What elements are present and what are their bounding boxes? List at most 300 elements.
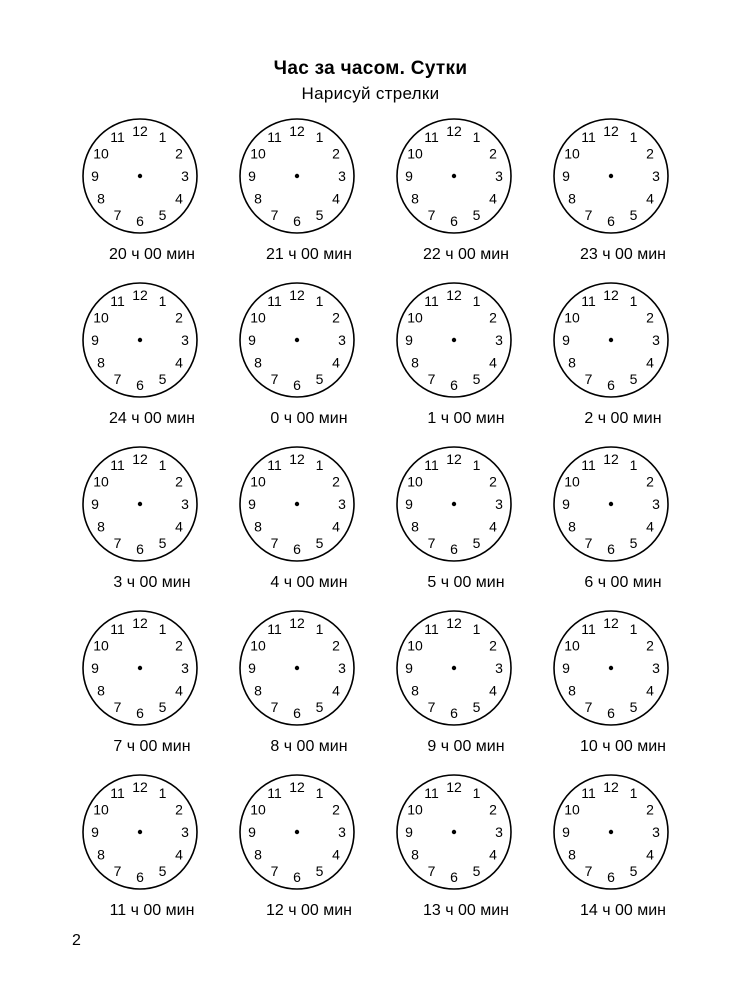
clock-number: 6 bbox=[293, 705, 301, 721]
clock-time-label: 20 ч 00 мин bbox=[108, 246, 196, 263]
clock-number: 2 bbox=[175, 801, 183, 818]
clock-number: 11 bbox=[110, 129, 125, 145]
clock-number: 6 bbox=[136, 541, 144, 557]
clock-number: 8 bbox=[97, 190, 105, 207]
clock-number: 8 bbox=[254, 518, 262, 535]
clock-item bbox=[384, 282, 524, 432]
clock-face-icon[interactable] bbox=[239, 774, 355, 890]
clock-center-dot bbox=[452, 338, 456, 342]
clock-number: 2 bbox=[489, 801, 497, 818]
clock-number: 11 bbox=[267, 457, 282, 473]
clock-number: 7 bbox=[113, 207, 122, 223]
clock-center-dot bbox=[295, 666, 299, 670]
clock-number: 12 bbox=[446, 779, 462, 795]
clock-number: 9 bbox=[91, 824, 99, 840]
clock-number: 6 bbox=[136, 705, 144, 721]
clock-number: 3 bbox=[652, 660, 660, 676]
clock-number: 1 bbox=[472, 785, 481, 801]
clock-number: 8 bbox=[97, 846, 105, 863]
clock-number: 3 bbox=[495, 496, 503, 512]
clock-number: 12 bbox=[132, 123, 148, 139]
clock-center-dot bbox=[609, 502, 613, 506]
clock-number: 10 bbox=[564, 801, 580, 818]
clock-number: 7 bbox=[427, 371, 436, 387]
clock-number: 4 bbox=[646, 354, 654, 371]
clock-number: 1 bbox=[315, 621, 324, 637]
clock-number: 8 bbox=[97, 354, 105, 371]
clock-number: 5 bbox=[472, 207, 481, 223]
clock-number: 8 bbox=[411, 846, 419, 863]
clock-center-dot bbox=[138, 666, 142, 670]
clock-number: 1 bbox=[472, 457, 481, 473]
clock-number: 2 bbox=[646, 801, 654, 818]
clock-number: 2 bbox=[646, 309, 654, 326]
clock-number: 2 bbox=[489, 637, 497, 654]
clock-number: 11 bbox=[267, 293, 282, 309]
clock-number: 5 bbox=[158, 535, 167, 551]
clock-number: 5 bbox=[315, 863, 324, 879]
clock-center-dot bbox=[452, 502, 456, 506]
clock-time-label: 12 ч 00 мин bbox=[265, 902, 353, 919]
clock-number: 10 bbox=[407, 473, 423, 490]
clock-number: 12 bbox=[289, 451, 305, 467]
clock-number: 9 bbox=[562, 660, 570, 676]
clock-number: 1 bbox=[158, 129, 167, 145]
clock-number: 3 bbox=[181, 496, 189, 512]
instruction-text: Нарисуй стрелки bbox=[301, 84, 440, 103]
clock-number: 7 bbox=[270, 863, 279, 879]
clock-number: 1 bbox=[472, 621, 481, 637]
clock-number: 7 bbox=[584, 207, 593, 223]
clock-face-icon[interactable] bbox=[553, 446, 669, 562]
clock-number: 5 bbox=[472, 863, 481, 879]
clock-center-dot bbox=[609, 830, 613, 834]
clock-number: 9 bbox=[562, 168, 570, 184]
clock-number: 4 bbox=[332, 682, 340, 699]
clock-time-label: 23 ч 00 мин bbox=[579, 246, 667, 263]
clock-time-label: 8 ч 00 мин bbox=[270, 738, 348, 755]
clock-center-dot bbox=[609, 666, 613, 670]
clock-time-label: 14 ч 00 мин bbox=[579, 902, 667, 919]
clock-number: 9 bbox=[405, 332, 413, 348]
clock-number: 12 bbox=[132, 779, 148, 795]
clock-number: 11 bbox=[267, 129, 282, 145]
clock-number: 7 bbox=[427, 863, 436, 879]
clock-number: 2 bbox=[175, 309, 183, 326]
clock-number: 6 bbox=[450, 705, 458, 721]
clock-number: 6 bbox=[607, 869, 615, 885]
clock-item bbox=[70, 118, 210, 268]
clock-number: 2 bbox=[175, 473, 183, 490]
clock-number: 5 bbox=[315, 207, 324, 223]
clock-number: 4 bbox=[489, 846, 497, 863]
clock-number: 12 bbox=[289, 615, 305, 631]
clock-item bbox=[541, 610, 681, 760]
clock-time-label: 24 ч 00 мин bbox=[108, 410, 196, 427]
clock-number: 11 bbox=[581, 293, 596, 309]
clock-number: 9 bbox=[248, 660, 256, 676]
clock-item bbox=[227, 610, 367, 760]
clock-number: 4 bbox=[175, 846, 183, 863]
clock-number: 8 bbox=[411, 354, 419, 371]
clock-number: 4 bbox=[646, 518, 654, 535]
clock-number: 4 bbox=[332, 190, 340, 207]
clock-number: 4 bbox=[175, 354, 183, 371]
clock-number: 5 bbox=[472, 535, 481, 551]
clock-item bbox=[70, 282, 210, 432]
clock-number: 10 bbox=[564, 309, 580, 326]
clock-number: 12 bbox=[289, 779, 305, 795]
clock-face-icon[interactable] bbox=[396, 446, 512, 562]
clock-number: 3 bbox=[181, 824, 189, 840]
clock-number: 5 bbox=[315, 699, 324, 715]
clock-number: 7 bbox=[113, 699, 122, 715]
clock-number: 1 bbox=[158, 785, 167, 801]
clock-number: 2 bbox=[175, 637, 183, 654]
clock-item bbox=[541, 282, 681, 432]
clock-face-icon[interactable] bbox=[553, 282, 669, 398]
clock-face-icon[interactable] bbox=[396, 118, 512, 234]
clock-number: 7 bbox=[113, 863, 122, 879]
clock-number: 10 bbox=[93, 145, 109, 162]
clock-face-icon[interactable] bbox=[82, 610, 198, 726]
clock-number: 8 bbox=[254, 190, 262, 207]
clock-number: 2 bbox=[332, 473, 340, 490]
clock-time-label: 0 ч 00 мин bbox=[270, 410, 348, 427]
clock-center-dot bbox=[609, 338, 613, 342]
clock-number: 3 bbox=[181, 660, 189, 676]
clock-grid bbox=[70, 118, 692, 928]
clock-number: 6 bbox=[450, 377, 458, 393]
clock-number: 6 bbox=[450, 541, 458, 557]
clock-number: 10 bbox=[564, 145, 580, 162]
clock-number: 6 bbox=[293, 869, 301, 885]
clock-number: 3 bbox=[338, 824, 346, 840]
clock-number: 11 bbox=[581, 457, 596, 473]
clock-number: 8 bbox=[254, 354, 262, 371]
clock-face-icon[interactable] bbox=[82, 446, 198, 562]
clock-number: 11 bbox=[424, 129, 439, 145]
clock-face-icon[interactable] bbox=[239, 446, 355, 562]
clock-number: 1 bbox=[158, 621, 167, 637]
clock-number: 12 bbox=[289, 123, 305, 139]
clock-number: 12 bbox=[446, 287, 462, 303]
clock-number: 2 bbox=[489, 473, 497, 490]
clock-time-label: 22 ч 00 мин bbox=[422, 246, 510, 263]
clock-number: 2 bbox=[175, 145, 183, 162]
clock-number: 9 bbox=[91, 660, 99, 676]
clock-number: 6 bbox=[136, 869, 144, 885]
clock-number: 1 bbox=[629, 129, 638, 145]
clock-number: 2 bbox=[332, 145, 340, 162]
clock-number: 7 bbox=[270, 371, 279, 387]
clock-number: 7 bbox=[584, 371, 593, 387]
clock-number: 10 bbox=[407, 145, 423, 162]
clock-time-label: 21 ч 00 мин bbox=[265, 246, 353, 263]
clock-face-icon[interactable] bbox=[396, 282, 512, 398]
clock-number: 3 bbox=[495, 660, 503, 676]
clock-number: 9 bbox=[562, 332, 570, 348]
clock-number: 3 bbox=[652, 332, 660, 348]
clock-number: 5 bbox=[315, 535, 324, 551]
clock-number: 3 bbox=[652, 496, 660, 512]
clock-number: 7 bbox=[427, 207, 436, 223]
clock-number: 7 bbox=[270, 699, 279, 715]
clock-number: 11 bbox=[424, 457, 439, 473]
clock-number: 7 bbox=[113, 535, 122, 551]
clock-number: 3 bbox=[338, 660, 346, 676]
clock-number: 3 bbox=[652, 824, 660, 840]
clock-item bbox=[70, 610, 210, 760]
clock-number: 10 bbox=[407, 801, 423, 818]
clock-number: 7 bbox=[584, 699, 593, 715]
clock-item bbox=[541, 118, 681, 268]
clock-number: 3 bbox=[652, 168, 660, 184]
clock-number: 1 bbox=[315, 785, 324, 801]
clock-number: 12 bbox=[132, 287, 148, 303]
clock-number: 7 bbox=[270, 535, 279, 551]
clock-number: 8 bbox=[411, 682, 419, 699]
clock-number: 8 bbox=[568, 846, 576, 863]
clock-number: 11 bbox=[267, 621, 282, 637]
clock-number: 12 bbox=[289, 287, 305, 303]
clock-number: 9 bbox=[91, 168, 99, 184]
clock-number: 2 bbox=[332, 801, 340, 818]
clock-number: 10 bbox=[250, 309, 266, 326]
clock-number: 10 bbox=[564, 637, 580, 654]
clock-number: 10 bbox=[564, 473, 580, 490]
clock-number: 11 bbox=[110, 293, 125, 309]
clock-center-dot bbox=[295, 174, 299, 178]
clock-number: 4 bbox=[332, 518, 340, 535]
clock-number: 9 bbox=[405, 496, 413, 512]
clock-item bbox=[384, 118, 524, 268]
clock-center-dot bbox=[295, 338, 299, 342]
clock-number: 8 bbox=[411, 190, 419, 207]
clock-number: 12 bbox=[132, 615, 148, 631]
clock-face-icon[interactable] bbox=[82, 774, 198, 890]
clock-number: 3 bbox=[181, 332, 189, 348]
clock-number: 12 bbox=[446, 123, 462, 139]
clock-number: 4 bbox=[646, 190, 654, 207]
clock-number: 2 bbox=[489, 309, 497, 326]
clock-number: 6 bbox=[293, 541, 301, 557]
clock-number: 6 bbox=[136, 213, 144, 229]
clock-number: 11 bbox=[267, 785, 282, 801]
clock-number: 2 bbox=[332, 637, 340, 654]
page-number: 2 bbox=[72, 932, 81, 949]
clock-face-icon[interactable] bbox=[553, 610, 669, 726]
clock-center-dot bbox=[138, 338, 142, 342]
clock-number: 11 bbox=[110, 457, 125, 473]
clock-face-icon[interactable] bbox=[239, 610, 355, 726]
clock-face-icon[interactable] bbox=[396, 610, 512, 726]
clock-number: 1 bbox=[158, 457, 167, 473]
clock-number: 3 bbox=[181, 168, 189, 184]
clock-number: 11 bbox=[424, 621, 439, 637]
clock-number: 12 bbox=[446, 615, 462, 631]
clock-number: 2 bbox=[646, 145, 654, 162]
clock-number: 7 bbox=[584, 863, 593, 879]
clock-time-label: 5 ч 00 мин bbox=[427, 574, 505, 591]
clock-face-icon[interactable] bbox=[553, 774, 669, 890]
clock-number: 4 bbox=[489, 518, 497, 535]
clock-time-label: 13 ч 00 мин bbox=[422, 902, 510, 919]
clock-face-icon[interactable] bbox=[239, 282, 355, 398]
clock-number: 5 bbox=[315, 371, 324, 387]
clock-time-label: 10 ч 00 мин bbox=[579, 738, 667, 755]
clock-face-icon[interactable] bbox=[82, 282, 198, 398]
clock-face-icon[interactable] bbox=[553, 118, 669, 234]
clock-item bbox=[384, 446, 524, 596]
clock-number: 9 bbox=[405, 824, 413, 840]
clock-center-dot bbox=[452, 666, 456, 670]
clock-number: 3 bbox=[495, 168, 503, 184]
clock-center-dot bbox=[138, 830, 142, 834]
clock-number: 6 bbox=[293, 377, 301, 393]
clock-number: 9 bbox=[248, 332, 256, 348]
clock-time-label: 7 ч 00 мин bbox=[113, 738, 191, 755]
clock-time-label: 2 ч 00 мин bbox=[584, 410, 662, 427]
clock-number: 12 bbox=[603, 287, 619, 303]
clock-number: 9 bbox=[248, 824, 256, 840]
clock-number: 1 bbox=[315, 129, 324, 145]
clock-face-icon[interactable] bbox=[82, 118, 198, 234]
page-title: Час за часом. Сутки bbox=[273, 58, 468, 79]
clock-number: 6 bbox=[607, 377, 615, 393]
clock-center-dot bbox=[138, 174, 142, 178]
clock-number: 5 bbox=[158, 699, 167, 715]
clock-number: 1 bbox=[472, 293, 481, 309]
clock-number: 7 bbox=[427, 699, 436, 715]
clock-item bbox=[227, 446, 367, 596]
clock-number: 3 bbox=[338, 168, 346, 184]
clock-number: 12 bbox=[132, 451, 148, 467]
clock-number: 1 bbox=[629, 785, 638, 801]
clock-number: 12 bbox=[603, 451, 619, 467]
clock-item bbox=[70, 774, 210, 924]
clock-number: 2 bbox=[332, 309, 340, 326]
clock-number: 8 bbox=[254, 682, 262, 699]
clock-number: 6 bbox=[450, 869, 458, 885]
clock-number: 5 bbox=[629, 699, 638, 715]
clock-number: 5 bbox=[158, 371, 167, 387]
clock-number: 5 bbox=[158, 207, 167, 223]
clock-number: 4 bbox=[175, 518, 183, 535]
clock-number: 2 bbox=[646, 637, 654, 654]
clock-number: 1 bbox=[315, 457, 324, 473]
clock-number: 4 bbox=[489, 682, 497, 699]
clock-number: 8 bbox=[97, 518, 105, 535]
clock-time-label: 1 ч 00 мин bbox=[427, 410, 505, 427]
clock-center-dot bbox=[452, 830, 456, 834]
clock-number: 4 bbox=[646, 682, 654, 699]
clock-number: 1 bbox=[629, 293, 638, 309]
clock-number: 1 bbox=[158, 293, 167, 309]
clock-number: 12 bbox=[603, 123, 619, 139]
clock-number: 6 bbox=[607, 213, 615, 229]
clock-number: 6 bbox=[607, 705, 615, 721]
clock-number: 9 bbox=[248, 496, 256, 512]
clock-number: 5 bbox=[629, 371, 638, 387]
clock-number: 10 bbox=[93, 309, 109, 326]
clock-number: 10 bbox=[407, 309, 423, 326]
clock-item bbox=[541, 774, 681, 924]
clock-number: 10 bbox=[250, 801, 266, 818]
clock-number: 8 bbox=[568, 354, 576, 371]
clock-number: 8 bbox=[411, 518, 419, 535]
clock-number: 6 bbox=[136, 377, 144, 393]
clock-number: 4 bbox=[175, 682, 183, 699]
clock-number: 9 bbox=[562, 496, 570, 512]
clock-number: 8 bbox=[568, 518, 576, 535]
clock-number: 9 bbox=[562, 824, 570, 840]
clock-number: 9 bbox=[91, 496, 99, 512]
clock-center-dot bbox=[452, 174, 456, 178]
clock-number: 3 bbox=[338, 496, 346, 512]
clock-number: 11 bbox=[424, 293, 439, 309]
clock-number: 2 bbox=[489, 145, 497, 162]
clock-number: 1 bbox=[472, 129, 481, 145]
clock-face-icon[interactable] bbox=[396, 774, 512, 890]
clock-face-icon[interactable] bbox=[239, 118, 355, 234]
clock-number: 5 bbox=[629, 863, 638, 879]
clock-number: 10 bbox=[93, 801, 109, 818]
clock-number: 5 bbox=[629, 207, 638, 223]
clock-number: 10 bbox=[93, 473, 109, 490]
clock-number: 7 bbox=[113, 371, 122, 387]
clock-number: 10 bbox=[250, 145, 266, 162]
clock-time-label: 9 ч 00 мин bbox=[427, 738, 505, 755]
clock-item bbox=[227, 118, 367, 268]
clock-number: 3 bbox=[495, 824, 503, 840]
clock-number: 10 bbox=[250, 473, 266, 490]
clock-number: 1 bbox=[315, 293, 324, 309]
clock-number: 5 bbox=[472, 371, 481, 387]
clock-number: 4 bbox=[489, 190, 497, 207]
clock-time-label: 3 ч 00 мин bbox=[113, 574, 191, 591]
clock-item bbox=[384, 774, 524, 924]
clock-number: 6 bbox=[450, 213, 458, 229]
clock-number: 12 bbox=[603, 615, 619, 631]
clock-number: 4 bbox=[332, 354, 340, 371]
clock-number: 8 bbox=[97, 682, 105, 699]
clock-number: 4 bbox=[175, 190, 183, 207]
clock-number: 2 bbox=[646, 473, 654, 490]
clock-item bbox=[227, 774, 367, 924]
clock-number: 5 bbox=[472, 699, 481, 715]
clock-number: 9 bbox=[405, 168, 413, 184]
clock-number: 1 bbox=[629, 457, 638, 473]
clock-number: 10 bbox=[250, 637, 266, 654]
clock-number: 11 bbox=[110, 621, 125, 637]
clock-number: 6 bbox=[607, 541, 615, 557]
clock-number: 8 bbox=[568, 682, 576, 699]
clock-number: 4 bbox=[646, 846, 654, 863]
clock-number: 5 bbox=[158, 863, 167, 879]
clock-number: 8 bbox=[568, 190, 576, 207]
clock-number: 12 bbox=[446, 451, 462, 467]
clock-time-label: 11 ч 00 мин bbox=[109, 902, 195, 919]
clock-item bbox=[70, 446, 210, 596]
clock-item bbox=[227, 282, 367, 432]
clock-number: 7 bbox=[270, 207, 279, 223]
clock-number: 10 bbox=[93, 637, 109, 654]
clock-number: 10 bbox=[407, 637, 423, 654]
clock-number: 11 bbox=[581, 129, 596, 145]
clock-number: 4 bbox=[489, 354, 497, 371]
clock-number: 12 bbox=[603, 779, 619, 795]
